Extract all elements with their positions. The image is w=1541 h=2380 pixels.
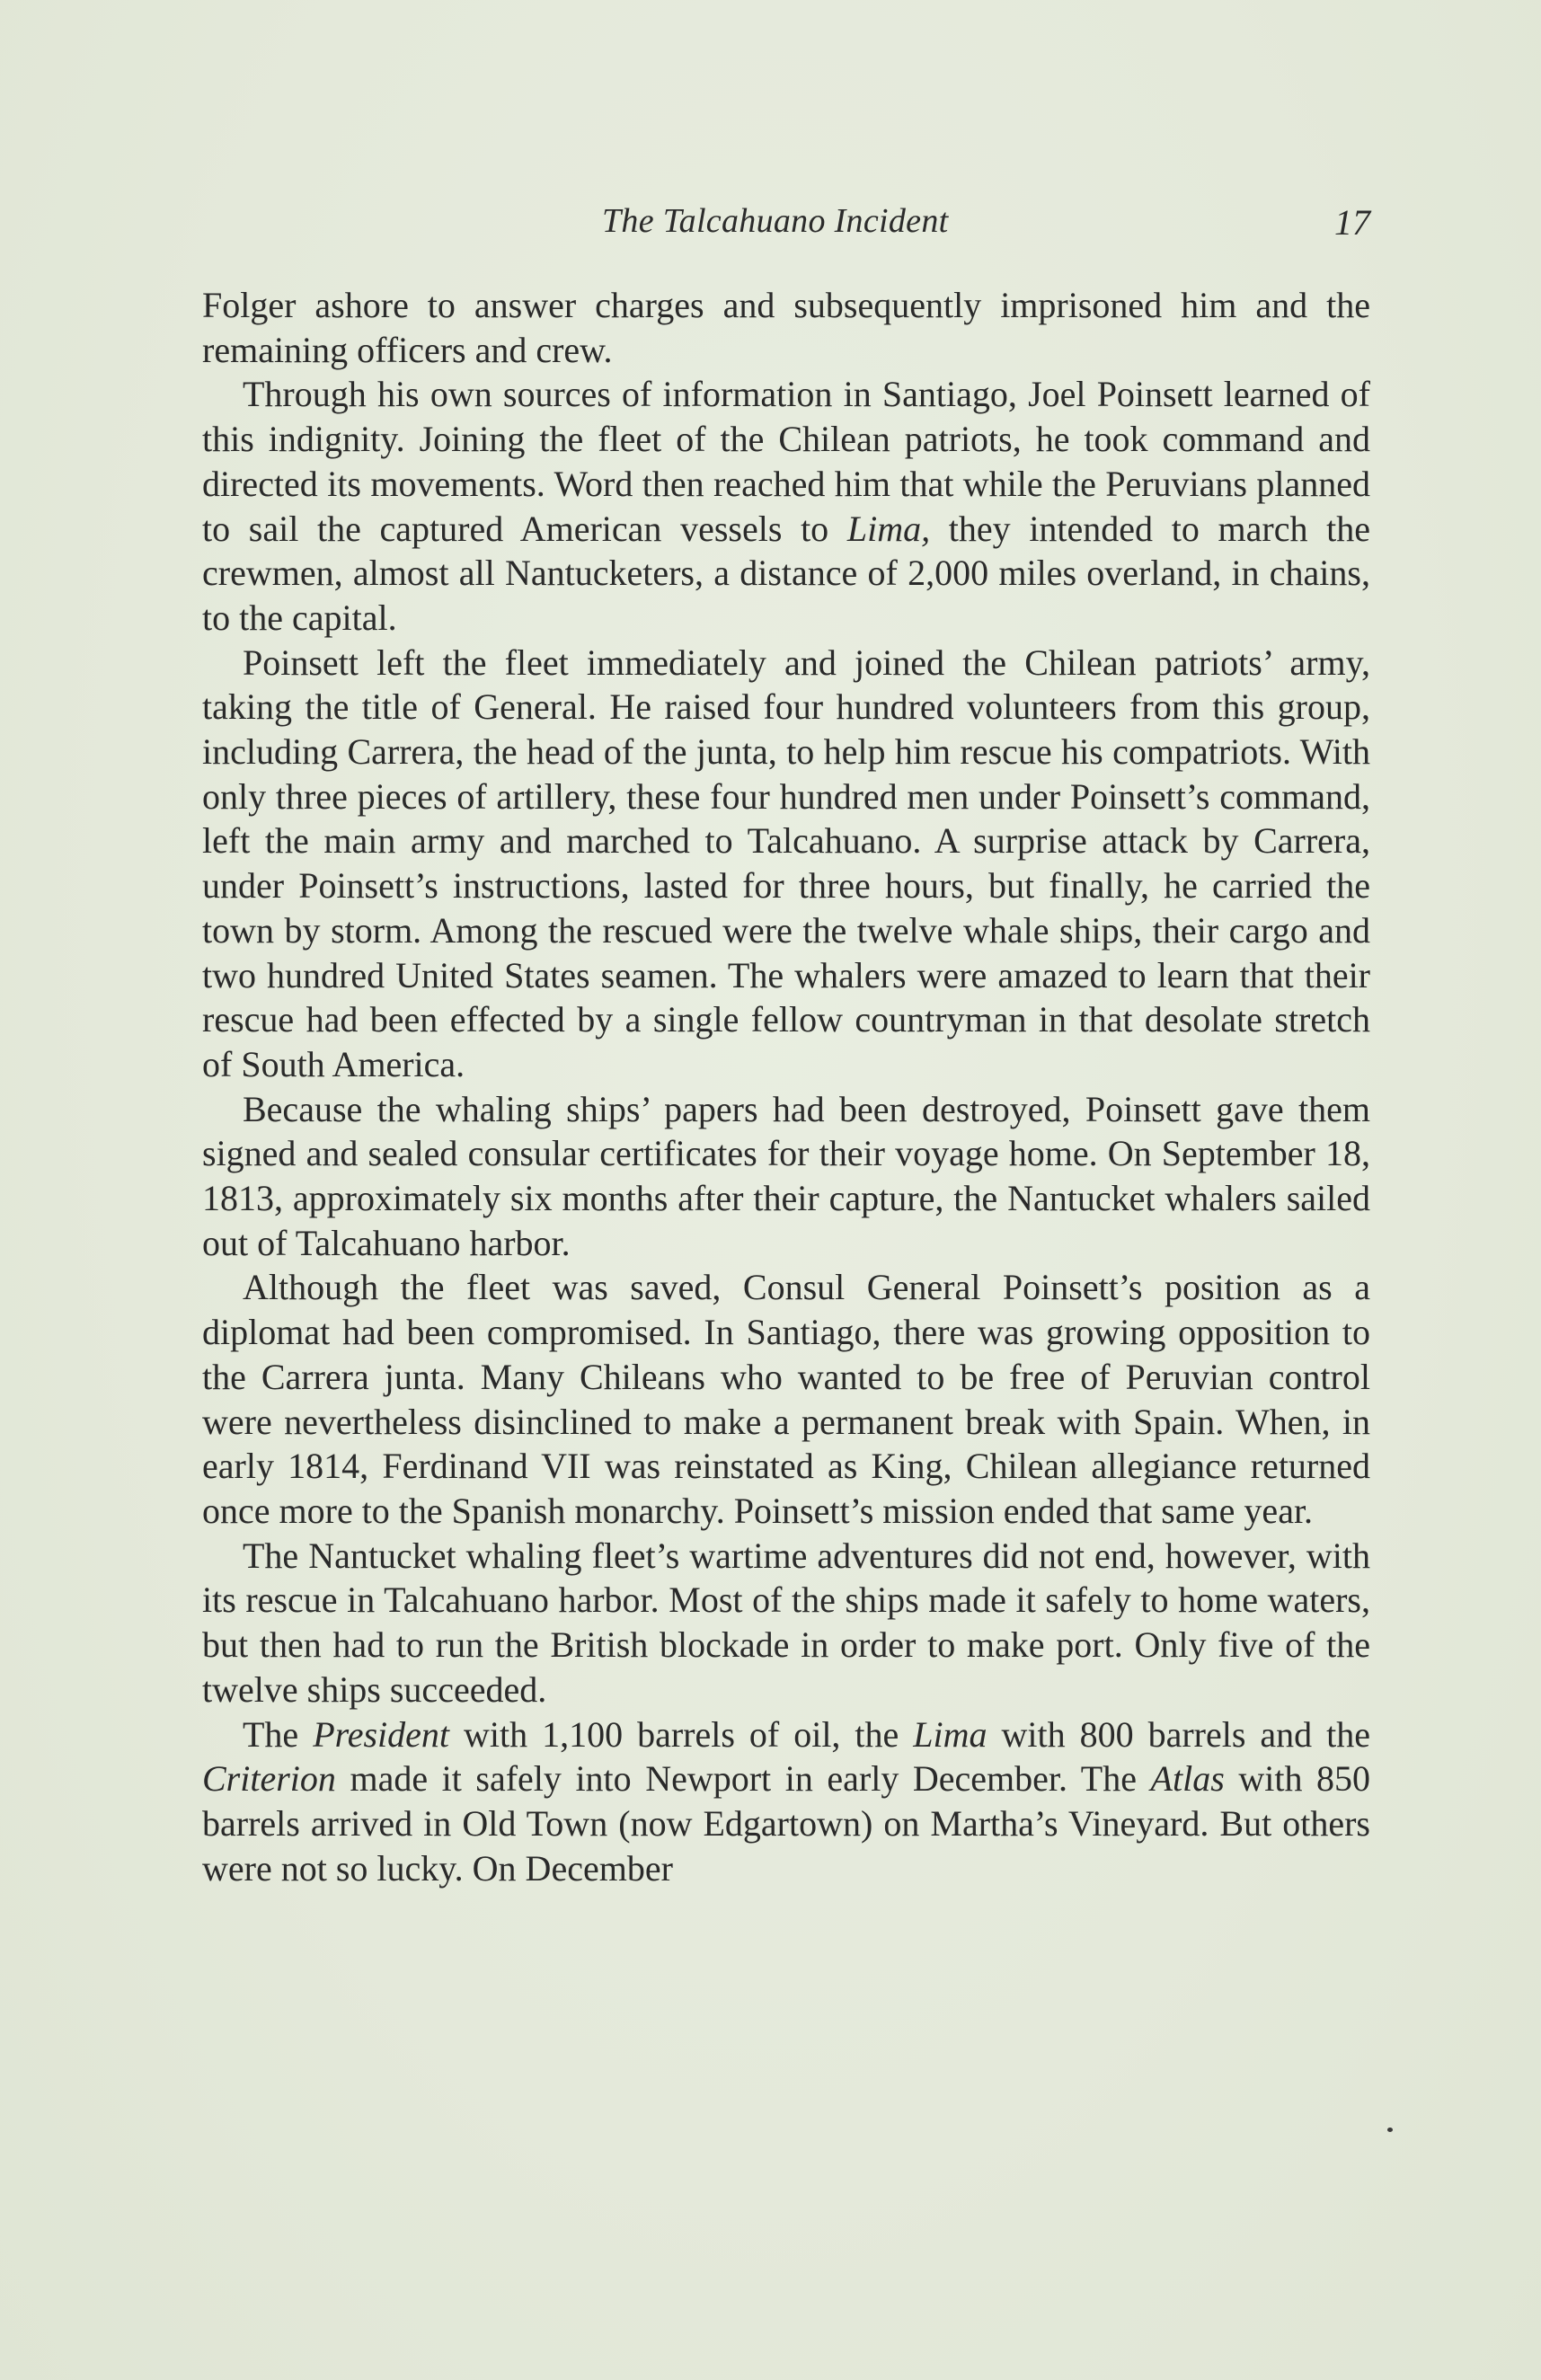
text-run: Folger ashore to answer charges and subsequently imprisoned him and the remaining officers and crew. bbox=[202, 285, 1370, 370]
paper-speck bbox=[1387, 2128, 1393, 2132]
text-run: Because the whaling ships’ papers had been destroyed, Poinsett gave them signed and sealed consular certificates for their voyage home. On September 18, 1813, approximately six months after their capture, the Nantucket whalers sailed out of Talcahuano harbor. bbox=[202, 1088, 1370, 1263]
text-run: they intended to march the crewmen, almost all Nantucketers, a distance of 2,000 miles overland, in chains, to the capital. bbox=[202, 508, 1370, 638]
page-header bbox=[202, 201, 1370, 255]
paragraph bbox=[202, 641, 1370, 1087]
text-run: The bbox=[243, 1713, 314, 1755]
paragraph bbox=[202, 1712, 1370, 1891]
italic-ship-name: Lima bbox=[913, 1713, 987, 1755]
text-run: with 800 barrels and the bbox=[987, 1713, 1371, 1755]
text-run: Poinsett left the fleet immediately and joined the Chilean patriots’ army, taking the title of General. He raised four hundred volunteers from this group, including Carrera, the head of the junta, to help him rescue his compatriots. With only three pieces of artillery, these four hundred men under Poinsett’s command, left the main army and marched to Talcahuano. A surprise attack by Carrera, under Poinsett’s instructions, lasted for three hours, but finally, he carried the town by storm. Among the rescued were the twelve whale ships, their cargo and two hundred United States seamen. The whalers were amazed to learn that their rescue had been effected by a single fellow countryman in that desolate stretch of South America. bbox=[202, 641, 1370, 1084]
page-number: 17 bbox=[1334, 202, 1370, 243]
body-text bbox=[202, 283, 1370, 1890]
running-head: The Talcahuano Incident bbox=[602, 202, 949, 240]
italic-ship-name: Atlas bbox=[1150, 1758, 1225, 1800]
paragraph bbox=[202, 1087, 1370, 1266]
paragraph bbox=[202, 372, 1370, 640]
text-run: made it safely into Newport in early December. The bbox=[335, 1758, 1151, 1800]
text-run: Through his own sources of information in Santiago, Joel Poinsett learned of this indignity. Joining the fleet of the Chilean patriots, he took command and directed its movements. Word then reached him that while the Peruvians planned to sail the captured American vessels to bbox=[202, 374, 1370, 549]
text-run: Although the fleet was saved, Consul General Poinsett’s position as a diplomat had been compromised. In Santiago, there was growing opposition to the Carrera junta. Many Chileans who wanted to be free of Peruvian control were nevertheless disinclined to make a permanent break with Spain. When, in early 1814, Ferdinand VII was reinstated as King, Chilean allegiance returned once more to the Spanish monarchy. Poinsett’s mission ended that same year. bbox=[202, 1267, 1370, 1531]
text-run: with 1,100 barrels of oil, the bbox=[449, 1713, 914, 1755]
paragraph bbox=[202, 1534, 1370, 1712]
text-run: with 850 barrels arrived in Old Town (now Edgartown) on Martha’s Vineyard. But others were not so lucky. On December bbox=[202, 1758, 1370, 1889]
italic-ship-name: President bbox=[313, 1713, 450, 1755]
paragraph bbox=[202, 1265, 1370, 1533]
italic-ship-name: Criterion bbox=[202, 1758, 336, 1800]
italic-ship-name: Lima, bbox=[846, 508, 931, 549]
paragraph bbox=[202, 283, 1370, 372]
text-run: The Nantucket whaling fleet’s wartime adventures did not end, however, with its rescue in Talcahuano harbor. Most of the ships made it safely to home waters, but then had to run the British blockade in order to make port. Only five of the twelve ships succeeded. bbox=[202, 1535, 1370, 1710]
